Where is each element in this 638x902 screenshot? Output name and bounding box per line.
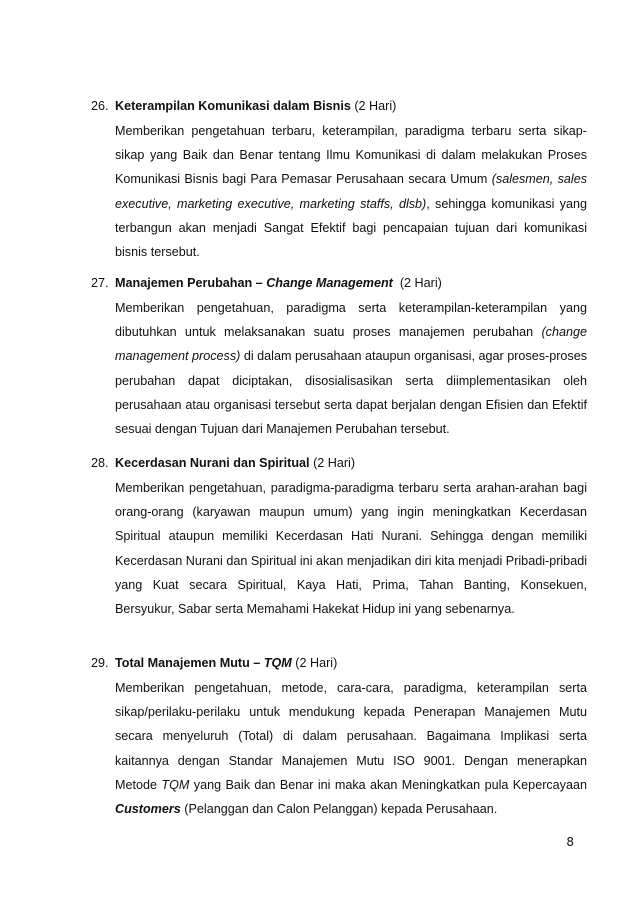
description-text: Memberikan pengetahuan terbaru, keterampilan, paradigma terbaru serta sikap-sikap yang Baik dan Benar tentang Ilmu Komunikasi di dalam melakukan Proses Komunikasi Bisnis bagi Para Pemasar Perusahaan secara Umum: [115, 124, 587, 187]
description-italic: (change management process): [115, 325, 587, 364]
list-item-26: [91, 98, 587, 264]
item-number: 28.: [91, 456, 109, 470]
description-italic: TQM: [161, 777, 190, 792]
item-heading: [91, 655, 587, 671]
item-heading: [91, 275, 587, 291]
item-number: 26.: [91, 99, 109, 113]
item-title: [115, 655, 337, 671]
list-item-29: [91, 655, 587, 821]
list-item-28: [91, 455, 587, 621]
list-item-27: [91, 275, 587, 441]
description-text: Memberikan pengetahuan, paradigma-paradigma terbaru serta arahan-arahan bagi orang-orang (karyawan maupun umum) yang ingin meningkatkan Kecerdasan Spiritual ataupun memiliki Kecerdasan Hati Nurani. Sehingga dengan memiliki Kecerdasan Nurani dan Spiritual ini akan menjadikan diri kita menjadi Pribadi-pribadi yang Kuat secara Spiritual, Kaya Hati, Prima, Tahan Banting, Konsekuen, Bersyukur, Sabar serta Memahami Hakekat Hidup ini yang sebenarnya.: [115, 481, 587, 617]
item-number: 27.: [91, 276, 109, 290]
item-duration: (2 Hari): [354, 99, 397, 113]
item-title-bold-italic: Change Management: [266, 276, 393, 290]
description-text: , sehingga komunikasi yang terbangun akan menjadi Sangat Efektif bagi pencapaian tujuan dari komunikasi bisnis tersebut.: [115, 196, 587, 260]
item-title-bold: Kecerdasan Nurani dan Spiritual: [115, 456, 310, 470]
item-description: [115, 676, 587, 821]
item-description: [115, 476, 587, 621]
description-text: Memberikan pengetahuan, metode, cara-cara, paradigma, keterampilan serta sikap/perilaku-perilaku untuk mendukung kepada Penerapan Manajemen Mutu secara menyeluruh (Total) di dalam perusahaan. Bagaimana Implikasi serta kaitannya dengan Standar Manajemen Mutu ISO 9001. Dengan menerapkan Metode: [115, 681, 587, 792]
description-text: di dalam perusahaan ataupun organisasi, agar proses-proses perubahan dapat diciptakan, disosialisasikan serta diimplementasikan oleh perusahaan atau organisasi tersebut serta dapat berjalan dengan Efisien dan Efektif sesuai dengan Tujuan dari Manajemen Perubahan tersebut.: [115, 349, 587, 437]
item-title: [115, 98, 396, 114]
item-number: 29.: [91, 656, 109, 670]
item-title-bold: Total Manajemen Mutu –: [115, 656, 264, 670]
description-italic: (salesmen, sales executive, marketing executive, marketing staffs, dlsb): [115, 172, 587, 211]
item-title-bold: Keterampilan Komunikasi dalam Bisnis: [115, 99, 351, 113]
item-duration: (2 Hari): [295, 656, 338, 670]
item-title-bold: Manajemen Perubahan –: [115, 276, 267, 290]
item-title-bold-italic: TQM: [263, 656, 292, 670]
item-title: [115, 275, 442, 291]
item-description: [115, 296, 587, 441]
description-text: yang Baik dan Benar ini maka akan Meningkatkan pula Kepercayaan: [189, 777, 587, 792]
item-description: [115, 119, 587, 264]
item-heading: [91, 455, 587, 471]
item-duration: (2 Hari): [399, 276, 442, 290]
description-text: Memberikan pengetahuan, paradigma serta keterampilan-keterampilan yang dibutuhkan untuk melaksanakan suatu proses manajemen perubahan: [115, 301, 587, 340]
item-duration: (2 Hari): [313, 456, 356, 470]
description-bold-italic: Customers: [115, 802, 181, 817]
item-heading: [91, 98, 587, 114]
page-number: 8: [566, 835, 574, 849]
description-text: (Pelanggan dan Calon Pelanggan) kepada Perusahaan.: [180, 802, 498, 817]
item-title: [115, 455, 355, 471]
